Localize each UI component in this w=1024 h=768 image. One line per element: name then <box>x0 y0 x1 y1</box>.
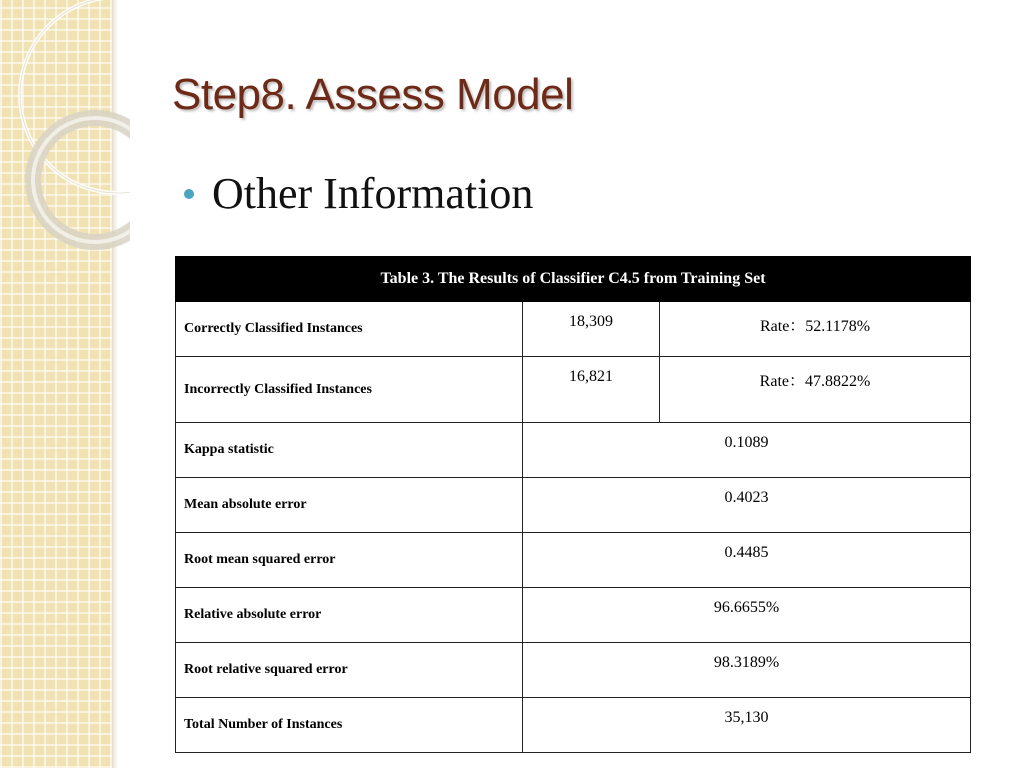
table-caption: Table 3. The Results of Classifier C4.5 from Training Set <box>176 257 971 302</box>
row-rate: Rate：47.8822% <box>660 357 971 423</box>
row-value: 0.4485 <box>523 533 971 588</box>
row-rate: Rate：52.1178% <box>660 302 971 357</box>
bullet-text: Other Information <box>212 169 534 218</box>
row-value: 96.6655% <box>523 588 971 643</box>
table-row-mae <box>176 478 971 533</box>
results-table <box>175 256 971 753</box>
table-row-incorrect <box>176 357 971 423</box>
row-value: 35,130 <box>523 698 971 753</box>
row-label: Root mean squared error <box>176 533 523 588</box>
table-row-rrse <box>176 643 971 698</box>
row-label: Total Number of Instances <box>176 698 523 753</box>
row-label: Kappa statistic <box>176 423 523 478</box>
row-label: Root relative squared error <box>176 643 523 698</box>
row-value: 0.1089 <box>523 423 971 478</box>
row-value: 0.4023 <box>523 478 971 533</box>
table-row-total <box>176 698 971 753</box>
row-label: Mean absolute error <box>176 478 523 533</box>
table-row-rmse <box>176 533 971 588</box>
table-header-row <box>176 257 971 302</box>
bullet-item <box>184 168 533 219</box>
row-label: Correctly Classified Instances <box>176 302 523 357</box>
decorative-rings-icon <box>0 0 130 260</box>
row-value: 98.3189% <box>523 643 971 698</box>
bullet-icon <box>184 189 194 199</box>
table-row-correct <box>176 302 971 357</box>
row-label: Incorrectly Classified Instances <box>176 357 523 423</box>
slide-title: Step8. Assess Model <box>172 70 574 119</box>
row-label: Relative absolute error <box>176 588 523 643</box>
row-count: 16,821 <box>523 357 660 423</box>
table-row-kappa <box>176 423 971 478</box>
row-count: 18,309 <box>523 302 660 357</box>
table-row-rae <box>176 588 971 643</box>
